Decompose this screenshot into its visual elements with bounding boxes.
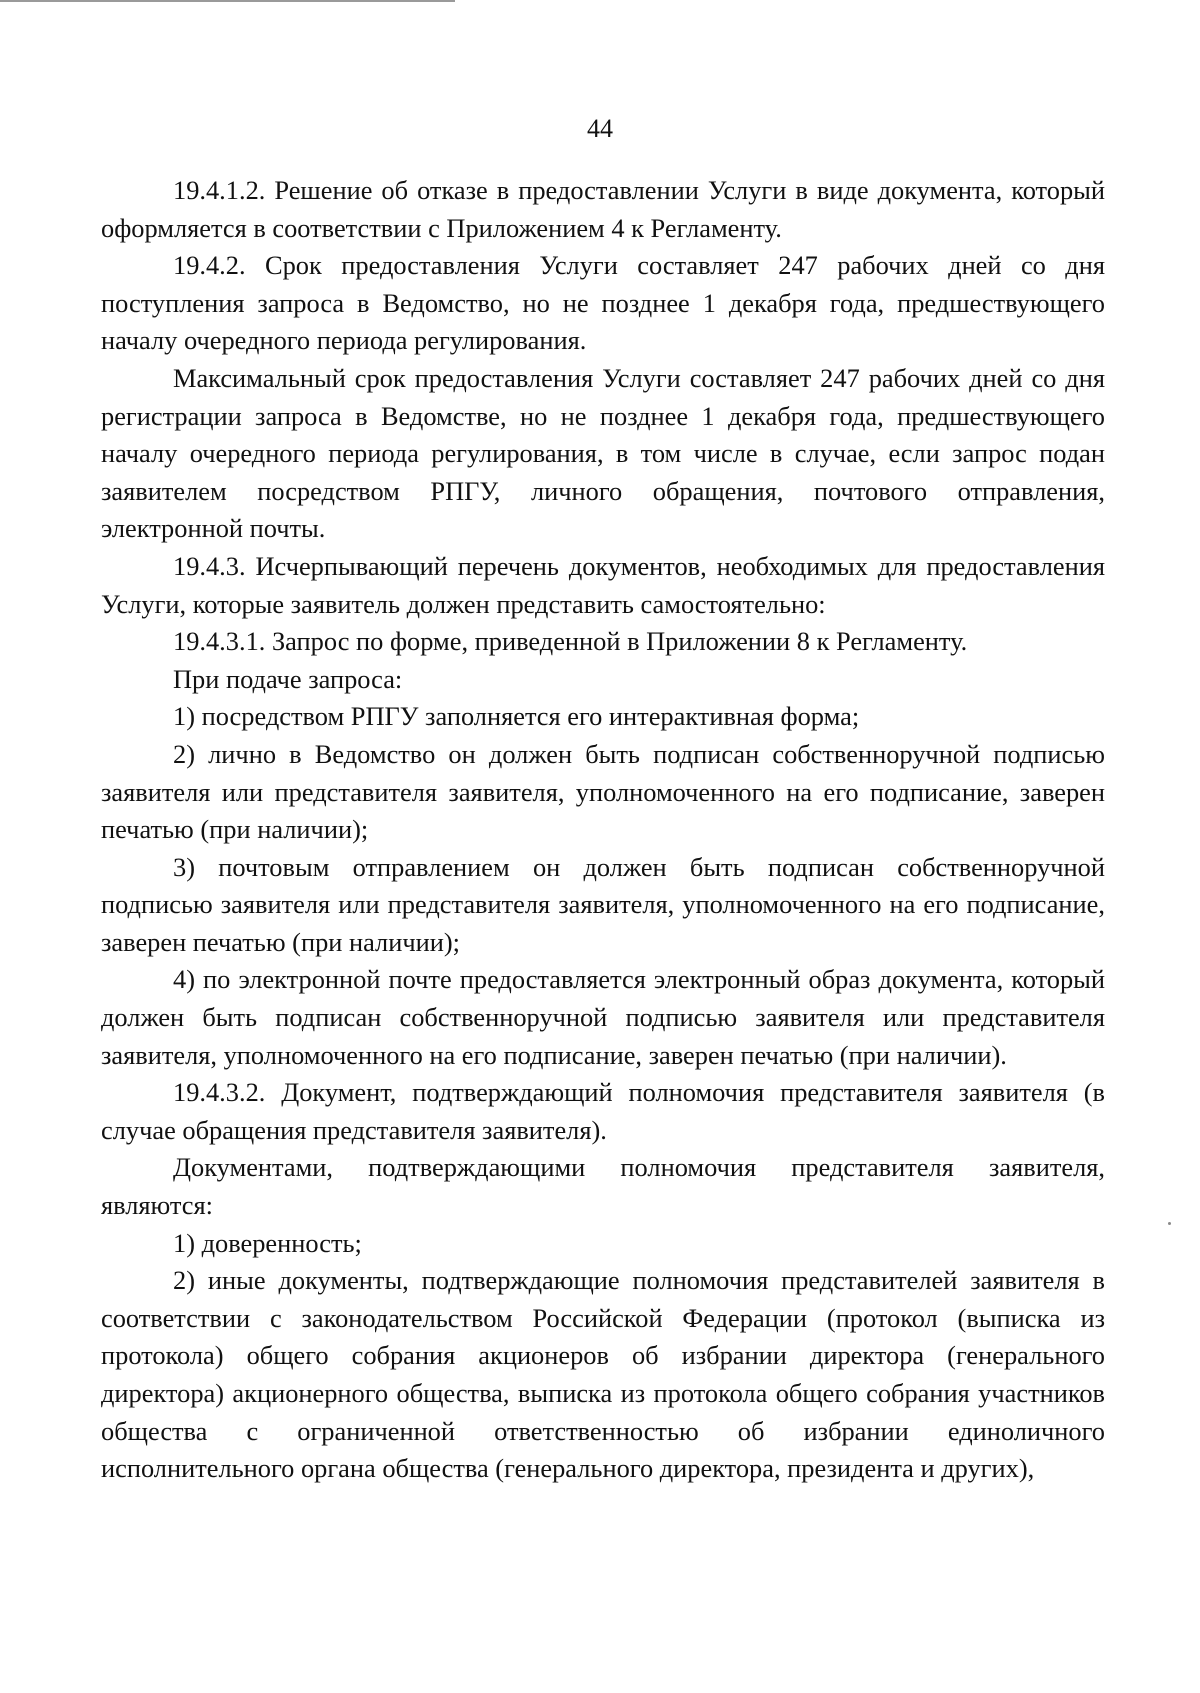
list-item-2-in-person: 2) лично в Ведомство он должен быть подписан собственноручной подписью заявителя или представителя заявителя, уполномоченного на его подписание, заверен печатью (при наличии); [101, 738, 1105, 845]
list-item-1-rpgu: 1) посредством РПГУ заполняется его интерактивная форма; [173, 701, 860, 732]
list-item-4-email: 4) по электронной почте предоставляется электронный образ документа, который должен быть подписан собственноручной подписью заявителя или представителя заявителя, уполномоченного на его подписание, заверен печатью (при наличии). [101, 964, 1105, 1070]
paragraph-19-4-3-2: 19.4.3.2. Документ, подтверждающий полномочия представителя заявителя (в случае обращения представителя заявителя). [101, 1077, 1105, 1145]
paragraph-request-submission: При подаче запроса: [173, 663, 403, 694]
scan-edge-line [0, 0, 455, 2]
paragraph-19-4-2: 19.4.2. Срок предоставления Услуги составляет 247 рабочих дней со дня поступления запроса в Ведомство, но не позднее 1 декабря года, предшествующего началу очередного периода регулирования. [101, 250, 1105, 356]
paragraph-19-4-1-2: 19.4.1.2. Решение об отказе в предоставлении Услуги в виде документа, который оформляется в соответствии с Приложением 4 к Регламенту. [101, 175, 1105, 243]
paragraph-19-4-3: 19.4.3. Исчерпывающий перечень документов, необходимых для предоставления Услуги, которые заявитель должен представить самостоятельно: [101, 550, 1105, 619]
paragraph-authority-documents: Документами, подтверждающими полномочия представителя заявителя, являются: [101, 1152, 1105, 1221]
scan-speck [1168, 1222, 1171, 1225]
list-item-3-post: 3) почтовым отправлением он должен быть подписан собственноручной подписью заявителя или представителя заявителя, уполномоченного на его подписание, заверен печатью (при наличии); [101, 851, 1105, 957]
paragraph-19-4-3-1: 19.4.3.1. Запрос по форме, приведенной в Приложении 8 к Регламенту. [173, 626, 968, 657]
document-body [101, 172, 1105, 1488]
paragraph-max-term: Максимальный срок предоставления Услуги составляет 247 рабочих дней со дня регистрации запроса в Ведомстве, но не позднее 1 декабря года, предшествующего началу очередного периода регулирования, в том числе в случае, если запрос подан заявителем посредством РПГУ, личного обращения, почтового отправления, электронной почты. [101, 362, 1105, 544]
list-item-1-power-of-attorney: 1) доверенность; [173, 1227, 362, 1258]
page-number: 44 [587, 114, 613, 143]
list-item-2-other-documents: 2) иные документы, подтверждающие полномочия представителей заявителя в соответствии с законодательством Российской Федерации (протокол (выписка из протокола) общего собрания акционеров об избрании директора (генерального директора) акционерного общества, выписка из протокола общего собрания участников общества с ограниченной ответственностью об избрании единоличного исполнительного органа общества (генерального директора, президента и других), [101, 1265, 1105, 1484]
